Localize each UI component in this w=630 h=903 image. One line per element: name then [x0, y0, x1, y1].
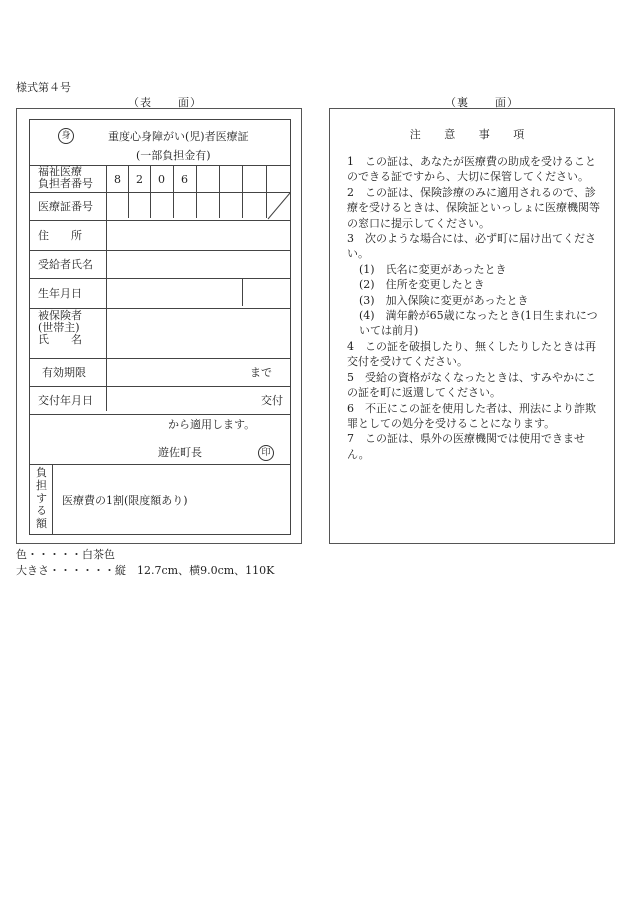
- burden-char-5: 額: [36, 517, 47, 531]
- front-label-right: 面）: [178, 96, 202, 109]
- valid-until-suffix: まで: [250, 366, 272, 379]
- issue-date-label: 交付年月日: [38, 394, 93, 407]
- size-spec: 大きさ・・・・・・縦 12.7cm、横9.0cm、110K: [16, 564, 275, 577]
- notes-body: [347, 154, 603, 462]
- birth-date-label: 生年月日: [38, 287, 82, 300]
- seal-mark: 印: [258, 445, 274, 461]
- mayor-label: 遊佐町長: [158, 446, 202, 459]
- welfare-digit-2: 2: [136, 173, 143, 186]
- burden-label: [36, 467, 48, 531]
- address-label: 住 所: [38, 229, 82, 242]
- welfare-digit-4: 6: [181, 173, 188, 186]
- note-sub-item-3: (3) 加入保険に変更があったとき: [359, 293, 529, 307]
- burden-amount-text: 医療費の1割(限度額あり): [62, 494, 188, 507]
- form-number: 様式第４号: [16, 81, 71, 94]
- valid-until-label: 有効期限: [42, 366, 86, 379]
- burden-char-2: 担: [36, 478, 47, 492]
- note-item-7: 7 この証は、県外の医療機関では使用できません。: [347, 432, 585, 461]
- front-label-left: （表: [128, 96, 152, 109]
- recipient-name-label: 受給者氏名: [38, 258, 93, 271]
- note-sub-item-1: (1) 氏名に変更があったとき: [359, 262, 507, 276]
- front-table: [29, 119, 291, 535]
- welfare-digit-3: 0: [158, 173, 165, 186]
- burden-char-3: す: [36, 491, 47, 505]
- diagonal-slash: [266, 192, 292, 220]
- disability-mark: 身: [58, 128, 74, 144]
- welfare-label-2: 負担者番号: [38, 177, 93, 190]
- card-subtitle: (一部負担金有): [136, 149, 211, 162]
- cert-number-label: 医療証番号: [38, 200, 93, 213]
- note-item-4: 4 この証を破損したり、無くしたりしたときは再交付を受けてください。: [347, 339, 596, 369]
- color-spec: 色・・・・・白茶色: [16, 548, 115, 561]
- note-item-2: 2 この証は、保険診療のみに適用されるので、診療を受けるときは、保険証といっしょに医療機関等の窓口に提示してください。: [347, 185, 600, 230]
- back-label-left: （裏: [445, 96, 469, 109]
- insured-label-2: (世帯主): [38, 321, 80, 334]
- burden-char-4: る: [36, 504, 47, 518]
- insured-label-3: 氏 名: [38, 333, 82, 346]
- note-item-6: 6 不正にこの証を使用した者は、刑法により詐欺罪としての処分を受けることになります。: [347, 401, 596, 430]
- note-item-3: 3 次のような場合には、必ず町に届け出てください。: [347, 232, 596, 261]
- card-title: 重度心身障がい(児)者医療証: [108, 130, 249, 143]
- applied-text: から適用します。: [168, 418, 256, 431]
- burden-char-1: 負: [36, 466, 47, 479]
- notes-title: 注 意 事 項: [409, 128, 535, 141]
- note-sub-item-4: (4) 満年齢が65歳になったとき(1日生まれについては前月): [359, 309, 598, 338]
- note-sub-item-2: (2) 住所を変更したとき: [359, 278, 485, 292]
- back-card: [329, 108, 615, 544]
- insured-label-1: 被保険者: [38, 309, 82, 322]
- front-card: [16, 108, 302, 544]
- note-item-5: 5 受給の資格がなくなったときは、すみやかにこの証を町に返還してください。: [347, 370, 596, 400]
- note-item-1: 1 この証は、あなたが医療費の助成を受けることのできる証ですから、大切に保管してください。: [347, 155, 596, 184]
- issue-date-suffix: 交付: [261, 394, 283, 407]
- welfare-label-1: 福祉医療: [38, 165, 82, 178]
- back-label-right: 面）: [495, 96, 519, 109]
- welfare-digit-1: 8: [114, 173, 121, 186]
